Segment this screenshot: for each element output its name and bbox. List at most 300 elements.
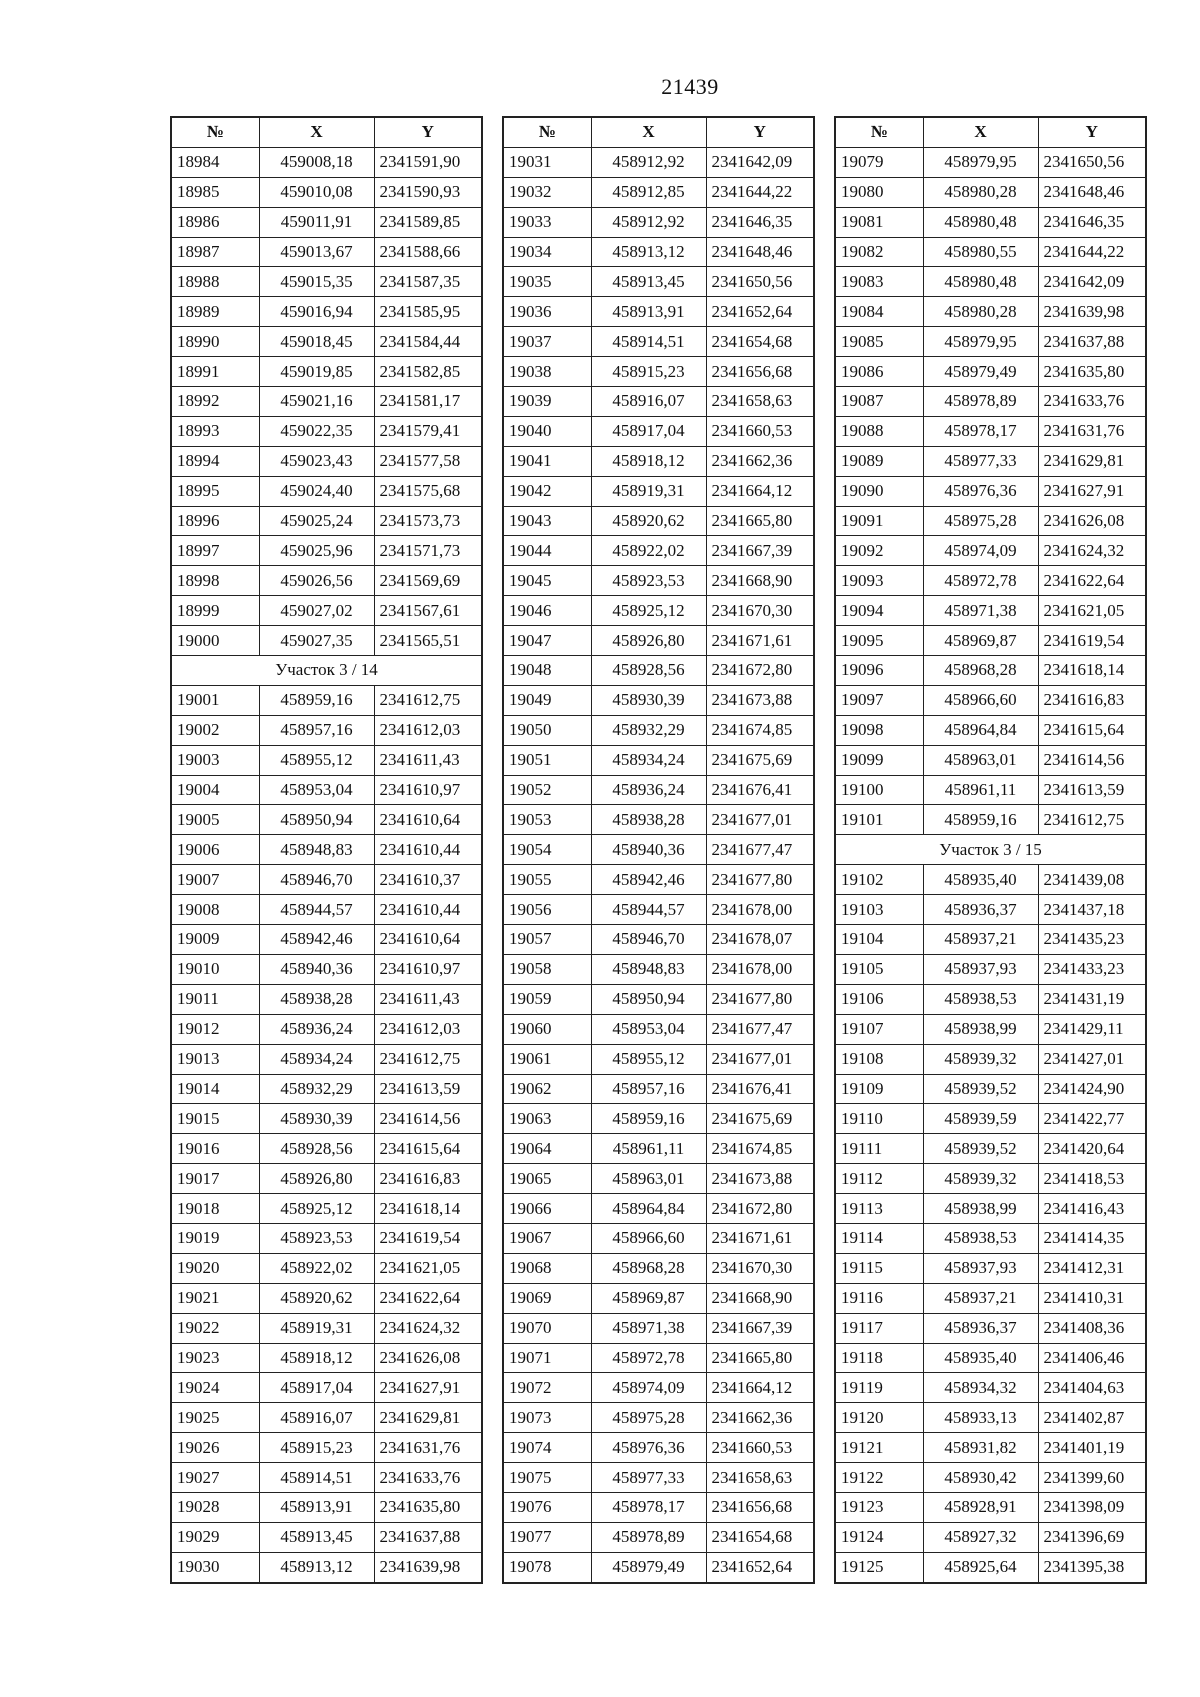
cell-y: 2341616,83 <box>374 1164 482 1194</box>
table-row <box>171 685 482 715</box>
cell-num: 19063 <box>503 1104 591 1134</box>
cell-num: 18999 <box>171 596 259 626</box>
cell-y: 2341648,46 <box>706 237 814 267</box>
cell-y: 2341590,93 <box>374 177 482 207</box>
cell-num: 18987 <box>171 237 259 267</box>
table-header-row <box>503 117 814 147</box>
cell-x: 458915,23 <box>259 1433 374 1463</box>
cell-num: 19119 <box>835 1373 923 1403</box>
cell-x: 459027,35 <box>259 626 374 656</box>
cell-num: 19080 <box>835 177 923 207</box>
cell-num: 19047 <box>503 626 591 656</box>
table-row <box>835 147 1146 177</box>
cell-y: 2341404,63 <box>1038 1373 1146 1403</box>
table-row <box>171 476 482 506</box>
table-row <box>835 895 1146 925</box>
cell-num: 19014 <box>171 1074 259 1104</box>
table-row <box>503 387 814 417</box>
cell-num: 19025 <box>171 1403 259 1433</box>
cell-num: 18994 <box>171 446 259 476</box>
cell-num: 19111 <box>835 1134 923 1164</box>
cell-num: 19036 <box>503 297 591 327</box>
cell-num: 19052 <box>503 775 591 805</box>
table-row <box>835 506 1146 536</box>
table-row <box>835 745 1146 775</box>
cell-num: 19023 <box>171 1343 259 1373</box>
cell-num: 19033 <box>503 207 591 237</box>
cell-y: 2341637,88 <box>374 1522 482 1552</box>
cell-y: 2341585,95 <box>374 297 482 327</box>
cell-num: 19095 <box>835 626 923 656</box>
table-row <box>503 536 814 566</box>
cell-x: 458912,92 <box>591 207 706 237</box>
table-row <box>171 1044 482 1074</box>
table-row <box>835 1403 1146 1433</box>
table-row <box>835 327 1146 357</box>
cell-num: 19060 <box>503 1014 591 1044</box>
cell-x: 458912,92 <box>591 147 706 177</box>
cell-y: 2341615,64 <box>1038 715 1146 745</box>
cell-num: 18997 <box>171 536 259 566</box>
cell-y: 2341658,63 <box>706 1463 814 1493</box>
table-row <box>503 147 814 177</box>
cell-num: 19018 <box>171 1194 259 1224</box>
cell-x: 458939,32 <box>923 1044 1038 1074</box>
cell-num: 19089 <box>835 446 923 476</box>
cell-x: 459018,45 <box>259 327 374 357</box>
cell-y: 2341577,58 <box>374 446 482 476</box>
table-row <box>835 715 1146 745</box>
cell-num: 19022 <box>171 1313 259 1343</box>
cell-y: 2341612,75 <box>1038 805 1146 835</box>
table-row <box>171 865 482 895</box>
table-row <box>835 626 1146 656</box>
table-row <box>503 1373 814 1403</box>
cell-num: 19021 <box>171 1283 259 1313</box>
cell-x: 458930,39 <box>259 1104 374 1134</box>
table-row <box>835 1194 1146 1224</box>
cell-x: 458957,16 <box>259 715 374 745</box>
cell-x: 458914,51 <box>259 1463 374 1493</box>
cell-y: 2341591,90 <box>374 147 482 177</box>
cell-num: 19117 <box>835 1313 923 1343</box>
cell-y: 2341677,01 <box>706 1044 814 1074</box>
cell-num: 19114 <box>835 1223 923 1253</box>
cell-num: 19113 <box>835 1194 923 1224</box>
cell-x: 458977,33 <box>591 1463 706 1493</box>
cell-y: 2341667,39 <box>706 1313 814 1343</box>
table-row <box>503 1463 814 1493</box>
table-row <box>171 416 482 446</box>
cell-y: 2341677,47 <box>706 835 814 865</box>
coordinate-table-1 <box>170 116 483 1584</box>
cell-y: 2341418,53 <box>1038 1164 1146 1194</box>
cell-y: 2341589,85 <box>374 207 482 237</box>
cell-x: 458930,42 <box>923 1463 1038 1493</box>
cell-x: 458957,16 <box>591 1074 706 1104</box>
cell-x: 458966,60 <box>923 685 1038 715</box>
cell-x: 458923,53 <box>259 1223 374 1253</box>
cell-y: 2341660,53 <box>706 416 814 446</box>
section-label: Участок 3 / 14 <box>171 656 482 686</box>
table-row <box>835 925 1146 955</box>
cell-x: 458978,89 <box>923 387 1038 417</box>
cell-y: 2341656,68 <box>706 1492 814 1522</box>
cell-x: 459025,24 <box>259 506 374 536</box>
table-row <box>503 835 814 865</box>
cell-x: 458953,04 <box>591 1014 706 1044</box>
cell-y: 2341668,90 <box>706 566 814 596</box>
cell-y: 2341642,09 <box>1038 267 1146 297</box>
table-row <box>835 1343 1146 1373</box>
cell-num: 19039 <box>503 387 591 417</box>
table-row <box>171 1223 482 1253</box>
cell-num: 18992 <box>171 387 259 417</box>
cell-y: 2341676,41 <box>706 775 814 805</box>
cell-num: 19059 <box>503 984 591 1014</box>
table-row <box>503 1403 814 1433</box>
cell-num: 19017 <box>171 1164 259 1194</box>
cell-x: 458946,70 <box>591 925 706 955</box>
table-row <box>835 656 1146 686</box>
cell-x: 458942,46 <box>591 865 706 895</box>
cell-x: 458938,28 <box>591 805 706 835</box>
cell-y: 2341429,11 <box>1038 1014 1146 1044</box>
cell-y: 2341639,98 <box>1038 297 1146 327</box>
table-row <box>171 177 482 207</box>
table-row <box>503 895 814 925</box>
table-row <box>835 1134 1146 1164</box>
cell-x: 458915,23 <box>591 357 706 387</box>
cell-x: 458964,84 <box>591 1194 706 1224</box>
cell-y: 2341644,22 <box>706 177 814 207</box>
cell-y: 2341410,31 <box>1038 1283 1146 1313</box>
cell-y: 2341401,19 <box>1038 1433 1146 1463</box>
cell-num: 19057 <box>503 925 591 955</box>
cell-x: 458953,04 <box>259 775 374 805</box>
cell-num: 19081 <box>835 207 923 237</box>
cell-num: 19035 <box>503 267 591 297</box>
cell-y: 2341613,59 <box>1038 775 1146 805</box>
cell-x: 458972,78 <box>591 1343 706 1373</box>
cell-x: 458946,70 <box>259 865 374 895</box>
cell-num: 19065 <box>503 1164 591 1194</box>
cell-x: 458950,94 <box>259 805 374 835</box>
cell-y: 2341399,60 <box>1038 1463 1146 1493</box>
cell-x: 458926,80 <box>591 626 706 656</box>
cell-x: 458968,28 <box>923 656 1038 686</box>
cell-x: 458919,31 <box>259 1313 374 1343</box>
cell-x: 458950,94 <box>591 984 706 1014</box>
cell-num: 19071 <box>503 1343 591 1373</box>
cell-x: 458939,32 <box>923 1164 1038 1194</box>
cell-y: 2341424,90 <box>1038 1074 1146 1104</box>
cell-y: 2341637,88 <box>1038 327 1146 357</box>
cell-y: 2341610,37 <box>374 865 482 895</box>
cell-x: 459011,91 <box>259 207 374 237</box>
table-row <box>171 327 482 357</box>
cell-x: 458944,57 <box>259 895 374 925</box>
cell-x: 458959,16 <box>259 685 374 715</box>
cell-x: 459008,18 <box>259 147 374 177</box>
cell-x: 458913,12 <box>591 237 706 267</box>
cell-y: 2341395,38 <box>1038 1552 1146 1582</box>
cell-num: 18989 <box>171 297 259 327</box>
table-row <box>835 1552 1146 1582</box>
cell-y: 2341677,80 <box>706 984 814 1014</box>
cell-x: 458979,49 <box>923 357 1038 387</box>
cell-y: 2341587,35 <box>374 267 482 297</box>
table-row <box>503 207 814 237</box>
cell-num: 19125 <box>835 1552 923 1582</box>
cell-x: 458969,87 <box>591 1283 706 1313</box>
cell-x: 459015,35 <box>259 267 374 297</box>
cell-num: 19093 <box>835 566 923 596</box>
cell-y: 2341670,30 <box>706 596 814 626</box>
cell-num: 18988 <box>171 267 259 297</box>
table-row <box>835 775 1146 805</box>
cell-y: 2341422,77 <box>1038 1104 1146 1134</box>
cell-y: 2341678,00 <box>706 895 814 925</box>
table-row <box>171 805 482 835</box>
cell-num: 19085 <box>835 327 923 357</box>
cell-y: 2341626,08 <box>1038 506 1146 536</box>
cell-y: 2341427,01 <box>1038 1044 1146 1074</box>
cell-x: 458931,82 <box>923 1433 1038 1463</box>
cell-x: 458980,28 <box>923 177 1038 207</box>
cell-y: 2341573,73 <box>374 506 482 536</box>
cell-x: 458980,48 <box>923 207 1038 237</box>
cell-y: 2341406,46 <box>1038 1343 1146 1373</box>
cell-x: 459021,16 <box>259 387 374 417</box>
table-row <box>835 1373 1146 1403</box>
cell-x: 458955,12 <box>259 745 374 775</box>
cell-x: 458933,13 <box>923 1403 1038 1433</box>
table-row <box>171 1373 482 1403</box>
cell-num: 19120 <box>835 1403 923 1433</box>
cell-num: 19041 <box>503 446 591 476</box>
table-row <box>835 596 1146 626</box>
cell-num: 19030 <box>171 1552 259 1582</box>
cell-y: 2341611,43 <box>374 745 482 775</box>
table-row <box>503 1074 814 1104</box>
cell-y: 2341662,36 <box>706 446 814 476</box>
cell-y: 2341619,54 <box>374 1223 482 1253</box>
cell-y: 2341575,68 <box>374 476 482 506</box>
table-row <box>171 147 482 177</box>
cell-x: 458938,99 <box>923 1014 1038 1044</box>
table-row <box>171 267 482 297</box>
table-row <box>835 1253 1146 1283</box>
table-row <box>171 954 482 984</box>
cell-x: 458938,53 <box>923 984 1038 1014</box>
cell-num: 19061 <box>503 1044 591 1074</box>
cell-num: 19077 <box>503 1522 591 1552</box>
cell-y: 2341626,08 <box>374 1343 482 1373</box>
cell-num: 19044 <box>503 536 591 566</box>
table-row <box>835 446 1146 476</box>
table-row <box>835 1463 1146 1493</box>
header-y: Y <box>1038 117 1146 147</box>
cell-x: 458979,95 <box>923 147 1038 177</box>
cell-y: 2341629,81 <box>1038 446 1146 476</box>
cell-y: 2341612,75 <box>374 685 482 715</box>
table-row <box>835 685 1146 715</box>
table-row <box>171 1283 482 1313</box>
table-row <box>171 297 482 327</box>
table-row <box>503 596 814 626</box>
cell-x: 458925,12 <box>259 1194 374 1224</box>
table-row <box>503 925 814 955</box>
table-row <box>835 177 1146 207</box>
cell-x: 458932,29 <box>259 1074 374 1104</box>
cell-x: 459022,35 <box>259 416 374 446</box>
cell-x: 458928,56 <box>591 656 706 686</box>
table-row <box>835 865 1146 895</box>
table-row <box>171 1433 482 1463</box>
cell-num: 19094 <box>835 596 923 626</box>
cell-num: 19070 <box>503 1313 591 1343</box>
cell-y: 2341611,43 <box>374 984 482 1014</box>
table-row <box>171 536 482 566</box>
cell-y: 2341677,47 <box>706 1014 814 1044</box>
table-row <box>171 775 482 805</box>
cell-x: 458974,09 <box>591 1373 706 1403</box>
cell-x: 458942,46 <box>259 925 374 955</box>
cell-num: 18993 <box>171 416 259 446</box>
header-y: Y <box>706 117 814 147</box>
cell-x: 458930,39 <box>591 685 706 715</box>
cell-y: 2341621,05 <box>374 1253 482 1283</box>
cell-y: 2341619,54 <box>1038 626 1146 656</box>
cell-num: 19096 <box>835 656 923 686</box>
cell-y: 2341674,85 <box>706 1134 814 1164</box>
cell-x: 458936,24 <box>591 775 706 805</box>
cell-num: 19032 <box>503 177 591 207</box>
table-row <box>171 925 482 955</box>
cell-num: 18986 <box>171 207 259 237</box>
cell-num: 19045 <box>503 566 591 596</box>
table-row <box>503 1134 814 1164</box>
cell-num: 19106 <box>835 984 923 1014</box>
table-row <box>503 984 814 1014</box>
cell-num: 19115 <box>835 1253 923 1283</box>
cell-num: 19108 <box>835 1044 923 1074</box>
cell-y: 2341675,69 <box>706 1104 814 1134</box>
cell-num: 19004 <box>171 775 259 805</box>
cell-num: 19104 <box>835 925 923 955</box>
cell-y: 2341396,69 <box>1038 1522 1146 1552</box>
table-row <box>171 1014 482 1044</box>
cell-x: 458978,89 <box>591 1522 706 1552</box>
cell-y: 2341627,91 <box>374 1373 482 1403</box>
cell-num: 19058 <box>503 954 591 984</box>
table-header-row <box>835 117 1146 147</box>
cell-x: 459026,56 <box>259 566 374 596</box>
table-row <box>503 237 814 267</box>
cell-num: 19010 <box>171 954 259 984</box>
table-row <box>171 895 482 925</box>
cell-x: 458928,91 <box>923 1492 1038 1522</box>
cell-y: 2341581,17 <box>374 387 482 417</box>
cell-y: 2341676,41 <box>706 1074 814 1104</box>
cell-y: 2341678,00 <box>706 954 814 984</box>
table-row <box>835 237 1146 267</box>
cell-num: 19116 <box>835 1283 923 1313</box>
cell-num: 19040 <box>503 416 591 446</box>
cell-y: 2341571,73 <box>374 536 482 566</box>
cell-y: 2341618,14 <box>1038 656 1146 686</box>
cell-y: 2341610,44 <box>374 835 482 865</box>
cell-num: 19002 <box>171 715 259 745</box>
table-row <box>171 596 482 626</box>
cell-y: 2341664,12 <box>706 476 814 506</box>
cell-num: 19024 <box>171 1373 259 1403</box>
table-row <box>171 1343 482 1373</box>
cell-x: 459025,96 <box>259 536 374 566</box>
cell-num: 19073 <box>503 1403 591 1433</box>
cell-num: 19090 <box>835 476 923 506</box>
cell-num: 18996 <box>171 506 259 536</box>
cell-num: 19050 <box>503 715 591 745</box>
table-row <box>171 1403 482 1433</box>
cell-y: 2341644,22 <box>1038 237 1146 267</box>
header-num: № <box>503 117 591 147</box>
cell-num: 19046 <box>503 596 591 626</box>
cell-x: 458972,78 <box>923 566 1038 596</box>
cell-num: 19048 <box>503 656 591 686</box>
cell-x: 458912,85 <box>591 177 706 207</box>
cell-num: 19079 <box>835 147 923 177</box>
coordinate-table-2 <box>502 116 815 1584</box>
cell-y: 2341612,03 <box>374 715 482 745</box>
cell-num: 19013 <box>171 1044 259 1074</box>
cell-y: 2341642,09 <box>706 147 814 177</box>
cell-num: 19006 <box>171 835 259 865</box>
cell-y: 2341414,35 <box>1038 1223 1146 1253</box>
cell-num: 19034 <box>503 237 591 267</box>
cell-x: 458917,04 <box>259 1373 374 1403</box>
cell-y: 2341675,69 <box>706 745 814 775</box>
coordinate-table-3 <box>834 116 1147 1584</box>
table-row <box>503 775 814 805</box>
table-row <box>503 745 814 775</box>
cell-num: 19088 <box>835 416 923 446</box>
cell-y: 2341437,18 <box>1038 895 1146 925</box>
cell-num: 19028 <box>171 1492 259 1522</box>
table-row <box>835 1074 1146 1104</box>
cell-y: 2341612,03 <box>374 1014 482 1044</box>
cell-y: 2341435,23 <box>1038 925 1146 955</box>
cell-x: 458975,28 <box>923 506 1038 536</box>
cell-y: 2341635,80 <box>1038 357 1146 387</box>
cell-y: 2341629,81 <box>374 1403 482 1433</box>
cell-y: 2341398,09 <box>1038 1492 1146 1522</box>
cell-y: 2341610,64 <box>374 805 482 835</box>
cell-x: 458913,12 <box>259 1552 374 1582</box>
cell-num: 19012 <box>171 1014 259 1044</box>
cell-y: 2341614,56 <box>1038 745 1146 775</box>
cell-y: 2341615,64 <box>374 1134 482 1164</box>
table-row <box>503 177 814 207</box>
cell-y: 2341412,31 <box>1038 1253 1146 1283</box>
table-row <box>171 1492 482 1522</box>
table-header-row <box>171 117 482 147</box>
cell-x: 458932,29 <box>591 715 706 745</box>
cell-num: 19082 <box>835 237 923 267</box>
cell-x: 458963,01 <box>923 745 1038 775</box>
table-row <box>835 1522 1146 1552</box>
